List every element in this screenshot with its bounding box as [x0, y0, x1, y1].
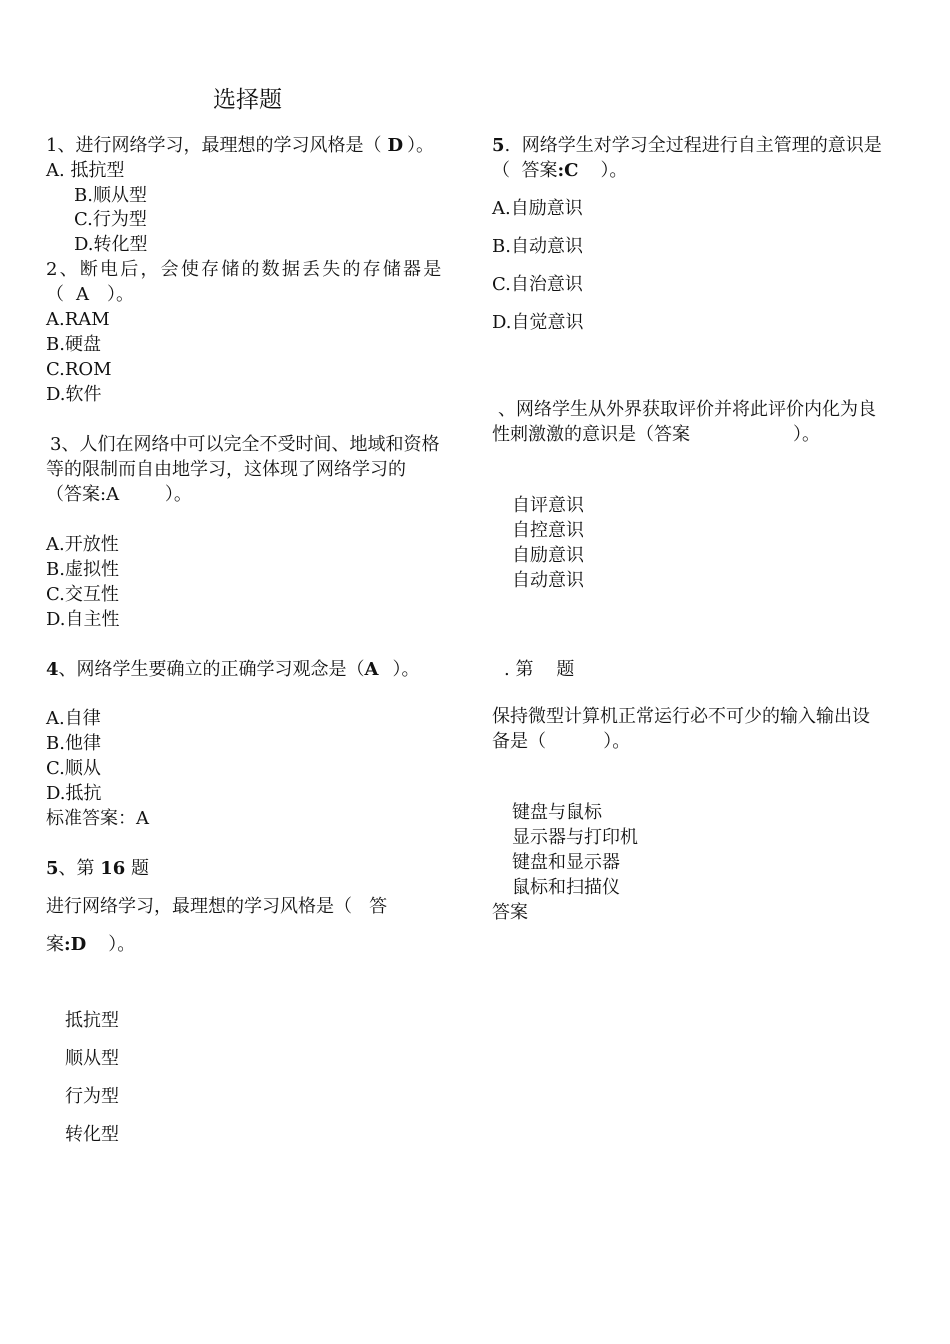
q5-header: 5、第 16 题 [46, 858, 150, 879]
q4-option-b: B.他律 [46, 733, 101, 754]
r-q5-option-c: C.自治意识 [492, 274, 583, 295]
r-q7-option-2: 显示器与打印机 [512, 827, 638, 848]
r-q5-stem-line2: （ 答案:C ）。 [492, 160, 628, 181]
q2-option-c: C.ROM [46, 359, 112, 380]
q4-option-d: D.抵抗 [46, 783, 102, 804]
q1-option-b: B.顺从型 [74, 185, 147, 206]
q2-stem-line2: （ A ）。 [46, 284, 134, 305]
q3-option-a: A.开放性 [46, 534, 119, 555]
r-q5-option-a: A.自励意识 [492, 198, 583, 219]
q3-option-b: B.虚拟性 [46, 559, 119, 580]
page-title: 选择题 [213, 87, 282, 113]
r-q7-stem-line2: 备是（ ）。 [492, 731, 631, 752]
q3-option-d: D.自主性 [46, 609, 120, 630]
q1-option-a: A. 抵抗型 [46, 160, 125, 181]
q4-option-c: C.顺从 [46, 758, 101, 779]
q2-stem-line1: 2、断电后，会使存储的数据丢失的存储器是 [46, 259, 444, 280]
q5-option-2: 顺从型 [65, 1048, 119, 1069]
q3-stem-line3: （答案:A ）。 [46, 484, 192, 505]
q1-option-c: C.行为型 [74, 209, 147, 230]
q5-stem-line1: 进行网络学习，最理想的学习风格是（ 答 [46, 896, 388, 917]
r-q6-option-4: 自动意识 [512, 570, 584, 591]
q1-option-d: D.转化型 [74, 234, 148, 255]
q4-stem: 4、网络学生要确立的正确学习观念是（A ）。 [46, 659, 420, 680]
q2-option-b: B.硬盘 [46, 334, 101, 355]
r-q7-option-1: 键盘与鼠标 [512, 802, 602, 823]
q4-standard-answer: 标准答案：A [46, 808, 149, 829]
q1-stem: 1、进行网络学习，最理想的学习风格是（ D ）。 [46, 135, 435, 156]
r-q7-option-4: 鼠标和扫描仪 [512, 877, 620, 898]
q2-option-d: D.软件 [46, 384, 102, 405]
q5-stem-line2: 案:D ）。 [46, 934, 136, 955]
r-q5-stem-line1: 5. 网络学生对学习全过程进行自主管理的意识是 [492, 135, 882, 156]
q3-stem-line2: 等的限制而自由地学习，这体现了网络学习的 [46, 459, 406, 480]
q3-option-c: C.交互性 [46, 584, 119, 605]
r-q6-option-2: 自控意识 [512, 520, 584, 541]
r-q7-stem-line1: 保持微型计算机正常运行必不可少的输入输出设 [492, 706, 870, 727]
q5-option-1: 抵抗型 [65, 1010, 119, 1031]
q5-option-4: 转化型 [65, 1124, 119, 1145]
q2-option-a: A.RAM [46, 309, 110, 330]
r-q6-stem-line2: 性刺激激的意识是（答案 ）。 [492, 424, 820, 445]
r-q7-option-3: 键盘和显示器 [512, 852, 620, 873]
q3-stem-line1: 3、人们在网络中可以完全不受时间、地域和资格 [50, 434, 440, 455]
r-q6-option-1: 自评意识 [512, 495, 584, 516]
r-q5-option-d: D.自觉意识 [492, 312, 584, 333]
r-q6-option-3: 自励意识 [512, 545, 584, 566]
q5-option-3: 行为型 [65, 1086, 119, 1107]
r-q7-answer-label: 答案 [492, 902, 528, 923]
q4-option-a: A.自律 [46, 708, 101, 729]
r-q6-stem-line1: 、网络学生从外界获取评价并将此评价内化为良 [498, 399, 876, 420]
r-q7-header: . 第 题 [504, 659, 575, 680]
r-q5-option-b: B.自动意识 [492, 236, 583, 257]
